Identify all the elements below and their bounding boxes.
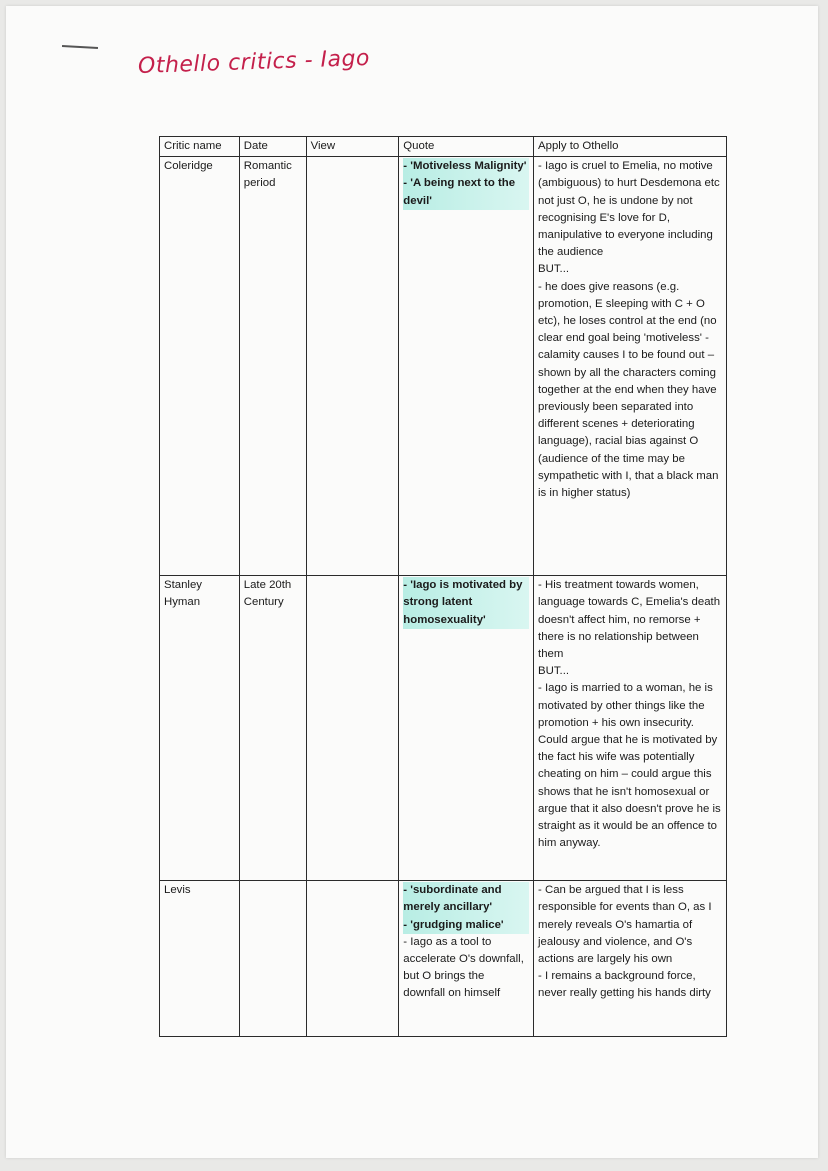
header-view: View: [306, 137, 399, 157]
quote-text: - 'subordinate and merely ancillary': [403, 882, 529, 916]
critic-apply: [534, 576, 727, 881]
quote-note: - Iago as a tool to accelerate O's downfall, but O brings the downfall on himself: [403, 935, 524, 1000]
critic-name: Stanley Hyman: [160, 576, 240, 881]
apply-text: BUT...: [538, 665, 570, 678]
critic-date: Romantic period: [239, 157, 306, 576]
table-row: [160, 157, 727, 576]
apply-text: - Can be argued that I is less responsible for events than O, as I merely reveals O's hamartia of jealousy and violence, and O's actions are largely his own: [538, 884, 712, 966]
pen-mark: [62, 45, 98, 49]
quote-text: - 'Iago is motivated by strong latent homosexuality': [403, 577, 529, 629]
critic-quote: [399, 576, 534, 881]
apply-text: - His treatment towards women, language towards C, Emelia's death doesn't affect him, no remorse + there is no relationship between them: [538, 579, 721, 661]
apply-text: - I remains a background force, never really getting his hands dirty: [538, 970, 711, 1000]
header-quote: Quote: [399, 137, 534, 157]
critic-apply: [534, 881, 727, 1037]
critic-view: [306, 576, 399, 881]
critic-quote: [399, 157, 534, 576]
critic-name: Coleridge: [160, 157, 240, 576]
header-date: Date: [239, 137, 306, 157]
critic-view: [306, 157, 399, 576]
header-apply: Apply to Othello: [534, 137, 727, 157]
critic-quote: [399, 881, 534, 1037]
quote-text: - 'grudging malice': [403, 917, 529, 934]
critic-name: Levis: [160, 881, 240, 1037]
apply-text: - Iago is married to a woman, he is motivated by other things like the promotion + his own insecurity. Could argue that he is motivated by the fact his wife was potentially cheating on him – could argue this shows that he isn't homosexual or argue that it also doesn't prove he is straight as it would be an offence to him anyway.: [538, 682, 721, 850]
table-header-row: [160, 137, 727, 157]
table-row: [160, 576, 727, 881]
critics-table: [159, 136, 727, 1037]
page-title: Othello critics - Iago: [137, 45, 371, 80]
quote-text: - 'A being next to the devil': [403, 175, 529, 209]
critic-apply: [534, 157, 727, 576]
apply-text: BUT...: [538, 263, 570, 276]
critic-date: Late 20th Century: [239, 576, 306, 881]
quote-text: - 'Motiveless Malignity': [403, 158, 529, 175]
table-row: [160, 881, 727, 1037]
header-critic: Critic name: [160, 137, 240, 157]
apply-text: - Iago is cruel to Emelia, no motive (ambiguous) to hurt Desdemona etc not just O, he is undone by not recognising E's love for D, manipulative to everyone including the audience: [538, 160, 720, 259]
critic-view: [306, 881, 399, 1037]
paper-sheet: [6, 6, 818, 1158]
critic-date: [239, 881, 306, 1037]
apply-text: - he does give reasons (e.g. promotion, E sleeping with C + O etc), he loses control at the end (no clear end goal being 'motiveless' - calamity causes I to be found out – shown by all the characters coming together at the end when they have previously been separated into different scenes + deteriorating language), racial bias against O (audience of the time may be sympathetic with I, that a black man is in higher status): [538, 280, 719, 500]
